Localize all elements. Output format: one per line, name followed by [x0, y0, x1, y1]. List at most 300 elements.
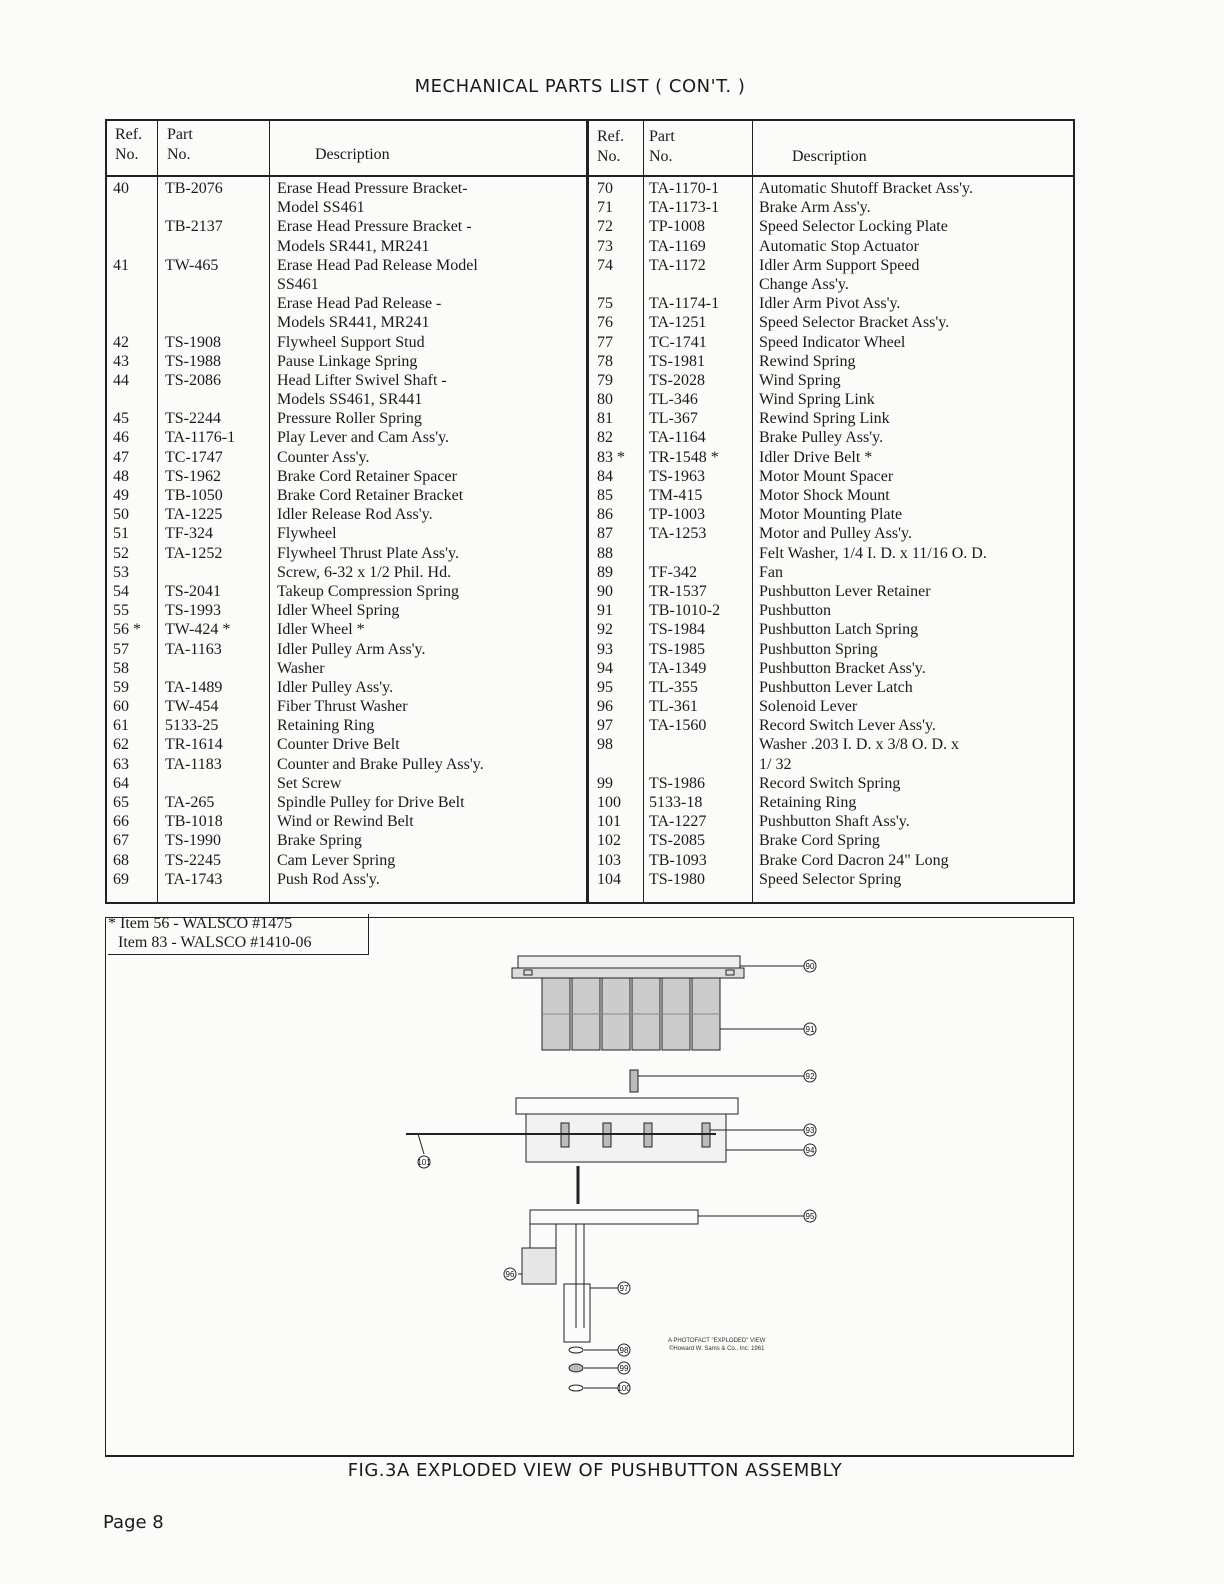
description: Speed Selector Spring [759, 870, 902, 888]
description: Counter and Brake Pulley Ass'y. [277, 755, 484, 773]
description: Motor Mounting Plate [759, 506, 903, 524]
table-row [107, 333, 586, 352]
description: Pushbutton Latch Spring [759, 621, 919, 639]
description: Brake Cord Dacron 24" Long [759, 851, 949, 869]
table-row [107, 851, 586, 870]
description: Change Ass'y. [759, 275, 849, 293]
table-row [107, 294, 586, 313]
description: Pause Linkage Spring [277, 352, 418, 370]
table-row [589, 237, 1073, 256]
ref-no: 86 [597, 506, 613, 524]
part-no: 5133-18 [649, 794, 703, 811]
table-row [107, 563, 586, 582]
description: Wind or Rewind Belt [277, 813, 414, 831]
part-no: TA-1174-1 [649, 295, 720, 313]
description: Takeup Compression Spring [277, 582, 459, 600]
table-row [107, 544, 586, 563]
description: Speed Indicator Wheel [759, 333, 906, 351]
ref-no: 58 [113, 659, 129, 677]
table-row [589, 735, 1073, 754]
ref-no: 52 [113, 544, 129, 562]
part-no: TS-1988 [165, 352, 221, 370]
table-row [589, 640, 1073, 659]
part-no: TA-1560 [649, 717, 707, 735]
part-no: TL-346 [649, 391, 698, 409]
callout-92: 92 [805, 1072, 815, 1081]
description: Pushbutton Lever Latch [759, 678, 913, 696]
ref-no: 69 [113, 870, 129, 888]
description: Record Switch Spring [759, 774, 901, 792]
header-ref: Ref. No. [115, 126, 143, 163]
table-row [589, 659, 1073, 678]
description: Idler Release Rod Ass'y. [277, 506, 433, 524]
pushbutton-assembly-drawing [106, 918, 1075, 1458]
description: Erase Head Pad Release Model [277, 256, 478, 274]
part-no: TM-415 [649, 487, 703, 504]
part-no: TS-1986 [649, 774, 705, 792]
description: Record Switch Lever Ass'y. [759, 717, 936, 735]
description: Wind Spring [759, 371, 841, 389]
ref-no: 44 [113, 371, 129, 389]
table-row [589, 755, 1073, 774]
ref-no: 88 [597, 544, 613, 562]
part-no: TA-1253 [649, 525, 707, 543]
callout-97: 97 [619, 1284, 629, 1293]
part-no: TA-1227 [649, 813, 707, 831]
part-no: TW-465 [165, 256, 219, 274]
table-row [589, 448, 1073, 467]
ref-no: 68 [113, 851, 129, 869]
part-no: TW-424 * [165, 621, 231, 639]
part-no: TR-1614 [165, 736, 223, 754]
description: Pushbutton Shaft Ass'y. [759, 813, 910, 831]
description: Counter Ass'y. [277, 448, 370, 466]
ref-no: 67 [113, 832, 129, 850]
table-row [589, 428, 1073, 447]
table-row [589, 275, 1073, 294]
part-no: TS-2244 [165, 410, 221, 428]
table-row [589, 620, 1073, 639]
table-row [107, 352, 586, 371]
ref-no: 53 [113, 563, 129, 581]
ref-no: 63 [113, 755, 129, 773]
table-row [589, 678, 1073, 697]
header-part: Part No. [167, 126, 193, 163]
table-row [589, 256, 1073, 275]
description: Rewind Spring Link [759, 410, 890, 428]
part-no: TA-1743 [165, 870, 223, 888]
description: Motor Shock Mount [759, 487, 890, 504]
header-part: Part No. [649, 128, 675, 165]
part-no: TF-324 [165, 525, 213, 543]
table-row [589, 179, 1073, 198]
ref-no: 59 [113, 678, 129, 696]
description: Flywheel Support Stud [277, 333, 425, 351]
description: Head Lifter Swivel Shaft - [277, 371, 447, 389]
table-row [589, 716, 1073, 735]
part-no: TA-1173-1 [649, 199, 720, 217]
part-no: TS-1985 [649, 640, 705, 658]
page-number: Page 8 [103, 1512, 164, 1533]
table-row [107, 390, 586, 409]
part-no: TS-2086 [165, 371, 221, 389]
ref-no: 81 [597, 410, 613, 428]
ref-no: 62 [113, 736, 129, 754]
description: Retaining Ring [277, 717, 375, 735]
table-row [107, 697, 586, 716]
parts-table-right [588, 119, 1075, 904]
ref-no: 90 [597, 582, 613, 600]
table-row [107, 793, 586, 812]
part-no: TA-1225 [165, 506, 223, 524]
table-row [589, 870, 1073, 889]
description: Push Rod Ass'y. [277, 870, 380, 888]
ref-no: 83 * [597, 448, 625, 466]
description: Play Lever and Cam Ass'y. [277, 429, 450, 447]
table-row [107, 409, 586, 428]
part-no: TA-1164 [649, 429, 706, 447]
table-row [107, 870, 586, 889]
description: Speed Selector Bracket Ass'y. [759, 314, 950, 332]
part-no: TL-361 [649, 698, 698, 716]
callout-100: 100 [617, 1384, 631, 1393]
ref-no: 91 [597, 602, 613, 620]
description: Idler Wheel * [277, 621, 365, 639]
table-row [107, 774, 586, 793]
part-no: TB-1050 [165, 487, 223, 504]
ref-no: 85 [597, 487, 613, 504]
table-row [107, 755, 586, 774]
part-no: TA-1170-1 [649, 180, 720, 197]
part-no: TA-265 [165, 794, 215, 811]
description: Idler Drive Belt * [759, 448, 873, 466]
table-row [107, 237, 586, 256]
ref-no: 104 [597, 870, 621, 888]
part-no: TS-1908 [165, 333, 221, 351]
table-row [589, 831, 1073, 850]
part-no: TS-1981 [649, 352, 705, 370]
part-no: TL-367 [649, 410, 698, 428]
description: Automatic Shutoff Bracket Ass'y. [759, 180, 973, 197]
part-no: TB-1010-2 [649, 602, 721, 620]
part-no: TC-1747 [165, 448, 223, 466]
ref-no: 98 [597, 736, 613, 754]
part-no: TA-1349 [649, 659, 707, 677]
ref-no: 45 [113, 410, 129, 428]
description: Fan [759, 563, 783, 581]
part-no: TB-1018 [165, 813, 223, 831]
table-row [589, 371, 1073, 390]
part-no: TS-1993 [165, 602, 221, 620]
ref-no: 60 [113, 698, 129, 716]
ref-no: 61 [113, 717, 129, 735]
ref-no: 96 [597, 698, 613, 716]
table-row [589, 390, 1073, 409]
table-row [107, 716, 586, 735]
part-no: TB-2076 [165, 180, 223, 197]
ref-no: 82 [597, 429, 613, 447]
description: Solenoid Lever [759, 698, 858, 716]
table-row [589, 352, 1073, 371]
ref-no: 89 [597, 563, 613, 581]
ref-no: 56 * [113, 621, 141, 639]
description: Pushbutton [759, 602, 832, 620]
note-item-83: Item 83 - WALSCO #1410-06 [118, 934, 312, 951]
exploded-view-figure [105, 917, 1074, 1457]
table-row [589, 563, 1073, 582]
table-row [589, 486, 1073, 505]
ref-no: 47 [113, 448, 129, 466]
part-no: TR-1537 [649, 582, 707, 600]
ref-no: 100 [597, 794, 621, 811]
ref-no: 72 [597, 218, 613, 236]
ref-no: 93 [597, 640, 613, 658]
ref-no: 95 [597, 678, 613, 696]
description: Flywheel Thrust Plate Ass'y. [277, 544, 459, 562]
ref-no: 87 [597, 525, 613, 543]
figure-caption: FIG.3A EXPLODED VIEW OF PUSHBUTTON ASSEMBLY [347, 1460, 843, 1481]
ref-no: 99 [597, 774, 613, 792]
part-no: TS-2085 [649, 832, 705, 850]
description: Brake Pulley Ass'y. [759, 429, 884, 447]
table-row [107, 524, 586, 543]
description: Brake Arm Ass'y. [759, 199, 871, 217]
part-no: TB-1093 [649, 851, 707, 869]
table-row [589, 198, 1073, 217]
part-no: TS-1962 [165, 467, 221, 485]
callout-98: 98 [619, 1346, 629, 1355]
table-row [107, 486, 586, 505]
description: Washer [277, 659, 325, 677]
ref-no: 50 [113, 506, 129, 524]
table-row [589, 544, 1073, 563]
part-no: TP-1003 [649, 506, 705, 524]
description: Motor Mount Spacer [759, 467, 894, 485]
part-no: TA-1172 [649, 256, 706, 274]
part-no: TA-1489 [165, 678, 223, 696]
photofact-credit: A PHOTOFACT "EXPLODED" VIEW ©Howard W. Sams & Co., Inc. 1961 [668, 1338, 766, 1352]
table-row [107, 812, 586, 831]
ref-no: 79 [597, 371, 613, 389]
description: Erase Head Pressure Bracket - [277, 218, 472, 236]
parts-table-left [105, 119, 588, 904]
part-no: TA-1169 [649, 237, 706, 255]
ref-no: 54 [113, 582, 129, 600]
table-header [589, 121, 1073, 177]
part-no: TA-1176-1 [165, 429, 236, 447]
callout-90: 90 [805, 962, 815, 971]
ref-no: 66 [113, 813, 129, 831]
description: Wind Spring Link [759, 391, 875, 409]
description: Brake Cord Retainer Spacer [277, 467, 457, 485]
description: Motor and Pulley Ass'y. [759, 525, 912, 543]
table-row [107, 620, 586, 639]
table-row [589, 505, 1073, 524]
description: Fiber Thrust Washer [277, 698, 408, 716]
part-no: TC-1741 [649, 333, 707, 351]
description: SS461 [277, 275, 319, 293]
part-no: TS-1984 [649, 621, 705, 639]
ref-no: 40 [113, 180, 129, 197]
header-description: Description [315, 146, 390, 163]
ref-no: 65 [113, 794, 129, 811]
table-row [589, 851, 1073, 870]
ref-no: 103 [597, 851, 621, 869]
table-row [107, 217, 586, 236]
table-header [107, 121, 586, 177]
description: Counter Drive Belt [277, 736, 400, 754]
description: Spindle Pulley for Drive Belt [277, 794, 465, 811]
ref-no: 71 [597, 199, 613, 217]
part-no: TS-1963 [649, 467, 705, 485]
description: Models SS461, SR441 [277, 391, 423, 409]
description: Set Screw [277, 774, 342, 792]
description: Pushbutton Spring [759, 640, 878, 658]
table-row [589, 217, 1073, 236]
part-no: TP-1008 [649, 218, 705, 236]
description: 1/ 32 [759, 755, 792, 773]
part-no: TR-1548 * [649, 448, 719, 466]
ref-no: 51 [113, 525, 129, 543]
part-no: 5133-25 [165, 717, 219, 735]
description: Pushbutton Lever Retainer [759, 582, 931, 600]
description: Idler Wheel Spring [277, 602, 400, 620]
description: Washer .203 I. D. x 3/8 O. D. x [759, 736, 960, 754]
table-row [107, 275, 586, 294]
ref-no: 92 [597, 621, 613, 639]
table-row [107, 179, 586, 198]
table-row [107, 505, 586, 524]
rows-right [589, 179, 1073, 889]
ref-no: 64 [113, 774, 129, 792]
description: Screw, 6-32 x 1/2 Phil. Hd. [277, 563, 452, 581]
rows-left [107, 179, 586, 889]
table-row [107, 198, 586, 217]
part-no: TW-454 [165, 698, 219, 716]
description: Idler Pulley Arm Ass'y. [277, 640, 426, 658]
ref-no: 48 [113, 467, 129, 485]
table-row [589, 793, 1073, 812]
part-no: TS-1990 [165, 832, 221, 850]
part-no: TA-1251 [649, 314, 707, 332]
ref-no: 70 [597, 180, 613, 197]
table-row [589, 409, 1073, 428]
description: Brake Cord Spring [759, 832, 880, 850]
ref-no: 43 [113, 352, 129, 370]
description: Flywheel [277, 525, 337, 543]
table-row [589, 697, 1073, 716]
table-row [107, 678, 586, 697]
table-row [589, 774, 1073, 793]
part-no: TA-1183 [165, 755, 222, 773]
table-row [589, 812, 1073, 831]
ref-no: 76 [597, 314, 613, 332]
table-row [589, 294, 1073, 313]
ref-no: 57 [113, 640, 129, 658]
table-row [107, 735, 586, 754]
description: Pushbutton Bracket Ass'y. [759, 659, 926, 677]
ref-no: 97 [597, 717, 613, 735]
table-row [589, 333, 1073, 352]
table-row [107, 448, 586, 467]
table-row [107, 467, 586, 486]
description: Automatic Stop Actuator [759, 237, 919, 255]
table-row [107, 313, 586, 332]
part-no: TA-1252 [165, 544, 223, 562]
callout-99: 99 [619, 1364, 629, 1373]
table-row [107, 428, 586, 447]
ref-no: 78 [597, 352, 613, 370]
callout-96: 96 [505, 1270, 515, 1279]
part-no: TL-355 [649, 678, 698, 696]
part-no: TS-2028 [649, 371, 705, 389]
ref-no: 55 [113, 602, 129, 620]
ref-no: 77 [597, 333, 613, 351]
callout-101: 101 [417, 1158, 431, 1167]
ref-no: 102 [597, 832, 621, 850]
part-no: TA-1163 [165, 640, 222, 658]
part-no: TS-1980 [649, 870, 705, 888]
table-row [107, 256, 586, 275]
ref-no: 80 [597, 391, 613, 409]
description: Idler Arm Pivot Ass'y. [759, 295, 901, 313]
table-row [107, 659, 586, 678]
page-title: MECHANICAL PARTS LIST ( CON'T. ) [414, 76, 746, 97]
description: Idler Pulley Ass'y. [277, 678, 394, 696]
ref-no: 101 [597, 813, 621, 831]
description: Retaining Ring [759, 794, 857, 811]
description: Rewind Spring [759, 352, 856, 370]
description: Cam Lever Spring [277, 851, 396, 869]
table-row [589, 467, 1073, 486]
callout-91: 91 [805, 1025, 815, 1034]
part-no: TF-342 [649, 563, 697, 581]
callout-94: 94 [805, 1146, 815, 1155]
description: Models SR441, MR241 [277, 237, 430, 255]
part-no: TS-2041 [165, 582, 221, 600]
ref-no: 73 [597, 237, 613, 255]
description: Brake Spring [277, 832, 362, 850]
description: Felt Washer, 1/4 I. D. x 11/16 O. D. [759, 544, 987, 562]
table-row [107, 601, 586, 620]
table-row [107, 371, 586, 390]
callout-95: 95 [805, 1212, 815, 1221]
table-row [589, 313, 1073, 332]
ref-no: 84 [597, 467, 613, 485]
ref-no: 49 [113, 487, 129, 504]
ref-no: 94 [597, 659, 613, 677]
ref-no: 74 [597, 256, 613, 274]
description: Models SR441, MR241 [277, 314, 430, 332]
ref-no: 46 [113, 429, 129, 447]
part-no: TB-2137 [165, 218, 223, 236]
ref-no: 42 [113, 333, 129, 351]
table-row [107, 831, 586, 850]
description: Erase Head Pad Release - [277, 295, 442, 313]
table-row [107, 582, 586, 601]
ref-no: 41 [113, 256, 129, 274]
description: Erase Head Pressure Bracket- [277, 180, 468, 197]
description: Pressure Roller Spring [277, 410, 422, 428]
note-item-56: * Item 56 - WALSCO #1475 [108, 915, 293, 932]
table-row [589, 601, 1073, 620]
part-no: TS-2245 [165, 851, 221, 869]
description: Brake Cord Retainer Bracket [277, 487, 464, 504]
header-ref: Ref. No. [597, 128, 625, 165]
ref-no: 75 [597, 295, 613, 313]
header-description: Description [792, 148, 867, 165]
callout-93: 93 [805, 1126, 815, 1135]
